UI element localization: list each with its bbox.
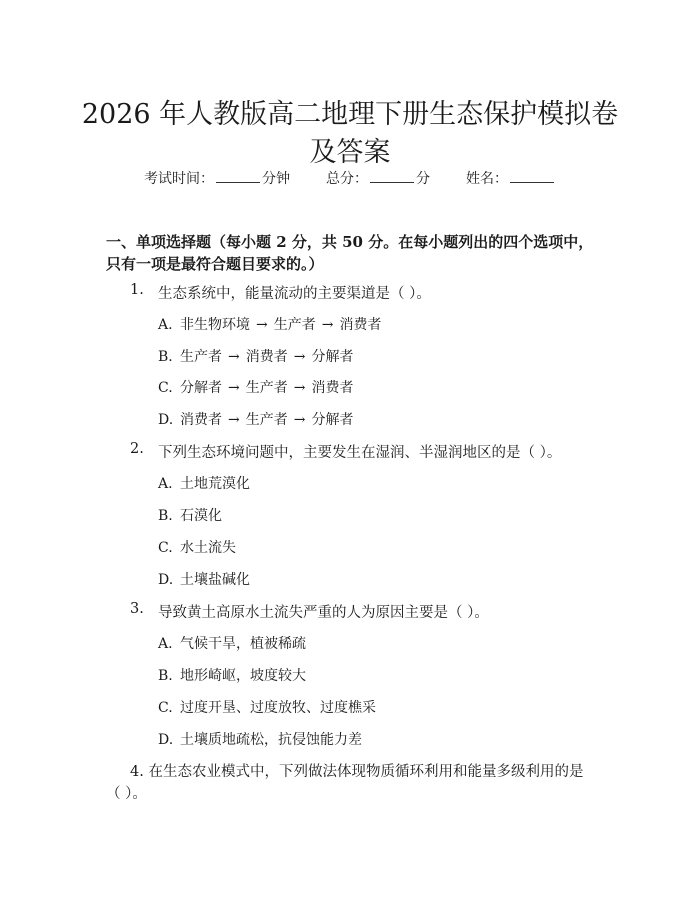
score-blank[interactable] [370,168,414,183]
name-blank[interactable] [510,168,554,183]
page-title: 2026 年人教版高二地理下册生态保护模拟卷及答案 [81,99,619,169]
q2-option-b[interactable]: B. 石漠化 [158,508,222,524]
question-4: 4. 在生态农业模式中，下列做法体现物质循环利用和能量多级利用的是（ ）。 [106,764,584,802]
exam-time: 考试时间： 分钟 [144,168,290,188]
q1-option-a[interactable]: A. 非生物环境 → 生产者 → 消费者 [158,317,382,333]
student-name: 姓名： [466,168,556,188]
q2-option-d[interactable]: D. 土壤盐碱化 [158,572,250,588]
section-heading: 一、单项选择题（每小题 2 分，共 50 分。在每小题列出的四个选项中，只有一项是最符合题目要求的。） [106,233,594,273]
time-blank[interactable] [216,168,260,183]
q1-option-b[interactable]: B. 生产者 → 消费者 → 分解者 [158,349,354,365]
q2-option-a[interactable]: A. 土地荒漠化 [158,476,250,492]
q3-option-d[interactable]: D. 土壤质地疏松，抗侵蚀能力差 [158,732,362,748]
q3-option-c[interactable]: C. 过度开垦、过度放牧、过度樵采 [158,700,376,716]
q3-option-a[interactable]: A. 气候干旱，植被稀疏 [158,636,306,652]
q1-option-d[interactable]: D. 消费者 → 生产者 → 分解者 [158,412,354,428]
exam-page: 2026 年人教版高二地理下册生态保护模拟卷及答案 考试时间： 分钟 总分： 分 姓名： 一、单项选择题（每小题 2 分，共 50 分。在每小题列出的四个选项中，只有一项是最符合题目要求的。） 1. 生态系统中，能量流动的主要渠道是（ ）。 A. 非生物环境 → 生产者 → 消费者 B. 生产者 → 消费者 → 分解者 C. 分解者 → 生产者 → 消费者 D. 消费者 → 生产者 → 分解者 2. 下列生态环境问题中，主要发生在湿润、半湿润地区的是（ ）。 A. 土地荒漠化 B. 石漠化 C. 水土流失 D. 土壤盐碱化 3. 导致黄土高原水土流失严重的人为原因主要是（ ）。 A. 气候干旱，植被稀疏 B. 地形崎岖，坡度较大 C. 过度开垦、过度放牧、过度樵采 D. 土壤质地疏松，抗侵蚀能力差 4. 在生态农业模式中，下列做法体现物质循环利用和能量多级利用的是（ ）。 [0,0,700,905]
total-score: 总分： 分 [326,168,430,188]
q1-option-c[interactable]: C. 分解者 → 生产者 → 消费者 [158,380,354,396]
q3-option-b[interactable]: B. 地形崎岖，坡度较大 [158,668,306,684]
exam-meta [0,168,700,188]
q2-option-c[interactable]: C. 水土流失 [158,540,236,556]
